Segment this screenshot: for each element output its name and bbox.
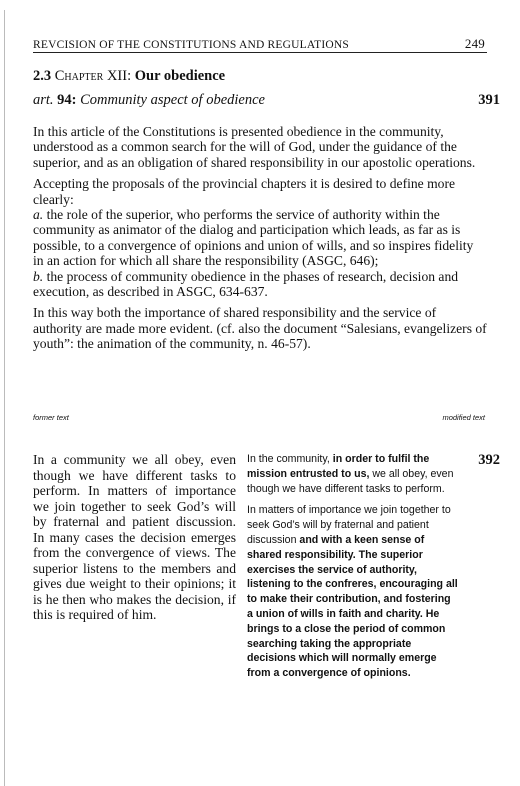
item-a-text: the role of the superior, who performs the service of authority within the community as animator of the dialog and participation which leads, as far as is possible, to a convergence of opinions and union of wills, and so inspires fidelity in an action for which all share the responsibility (ASGC, 646);	[33, 207, 474, 269]
modified-text-label: modified text	[442, 413, 485, 422]
article-number: 94:	[57, 92, 77, 108]
intro-paragraph-1: In this article of the Constitutions is presented obedience in the community, understood as a common search for the will of God, under the guidance of the superior, and as an obligation of shared responsibility in our apostolic operations.	[33, 124, 476, 170]
section-title: Our obedience	[134, 68, 226, 84]
column-labels	[33, 413, 485, 422]
running-title: REVCISION OF THE CONSTITUTIONS AND REGULATIONS	[33, 39, 349, 51]
modified-p1-plain-end: we all obey, even though we have different tasks to perform.	[247, 467, 454, 495]
intro-text	[33, 124, 487, 358]
modified-paragraph-1	[247, 452, 459, 496]
modified-text-column	[247, 452, 459, 688]
header-rule	[33, 52, 487, 53]
modified-p2-bold: and with a keen sense of shared responsibility. The superior exercises the service of authority, listening to the confreres, encouraging all to make their contribution, and fostering a union of wills in faith and charity. He brings to a close the period of common searching taking the appropriate decisions which will normally emerge from a convergence of opinions.	[247, 533, 458, 680]
former-text-label: former text	[33, 413, 69, 422]
item-b-text: the process of community obedience in the phases of research, decision and execution, as described in ASGC, 634-637.	[33, 268, 459, 300]
item-a-label: a.	[33, 207, 44, 223]
section-chapter: Chapter XII:	[54, 68, 132, 84]
intro-paragraph-3: In this way both the importance of shared responsibility and the service of authority are made more evident. (cf. also the document “Salesians, evangelizers of youth”: the animation of the community, n. 46-57).	[33, 305, 487, 352]
modified-p1-plain: In the community,	[247, 453, 330, 465]
former-text-column: In a community we all obey, even though we have different tasks to perform. In matters of importance we join together to seek God’s will by fraternal and patient discussion. In many cases the decision emerges from the convergence of views. The superior listens to the members and gives due weight to their opinions; it is he then who makes the decision, if this is required of him.	[33, 452, 236, 622]
margin-number-392: 392	[478, 452, 500, 468]
article-title: Community aspect of obedience	[80, 92, 265, 108]
article-heading	[33, 92, 485, 109]
running-header	[33, 36, 485, 52]
page-number: 249	[464, 36, 485, 51]
intro-item-b	[33, 269, 487, 300]
section-heading	[33, 68, 225, 85]
modified-p2-plain: In matters of importance we join together to seek God’s will by fraternal and patient discussion	[247, 504, 451, 546]
margin-number-391: 391	[478, 92, 500, 108]
modified-paragraph-2	[247, 503, 459, 681]
article-label: art.	[33, 92, 54, 108]
item-b-label: b.	[33, 268, 44, 284]
intro-item-a	[33, 207, 487, 269]
section-number: 2.3	[33, 68, 52, 84]
modified-p1-bold: in order to fulfil the mission entrusted to us,	[247, 453, 430, 480]
intro-paragraph-2: Accepting the proposals of the provincial chapters it is desired to define more clearly:	[33, 176, 456, 207]
page-edge-line	[4, 10, 5, 786]
